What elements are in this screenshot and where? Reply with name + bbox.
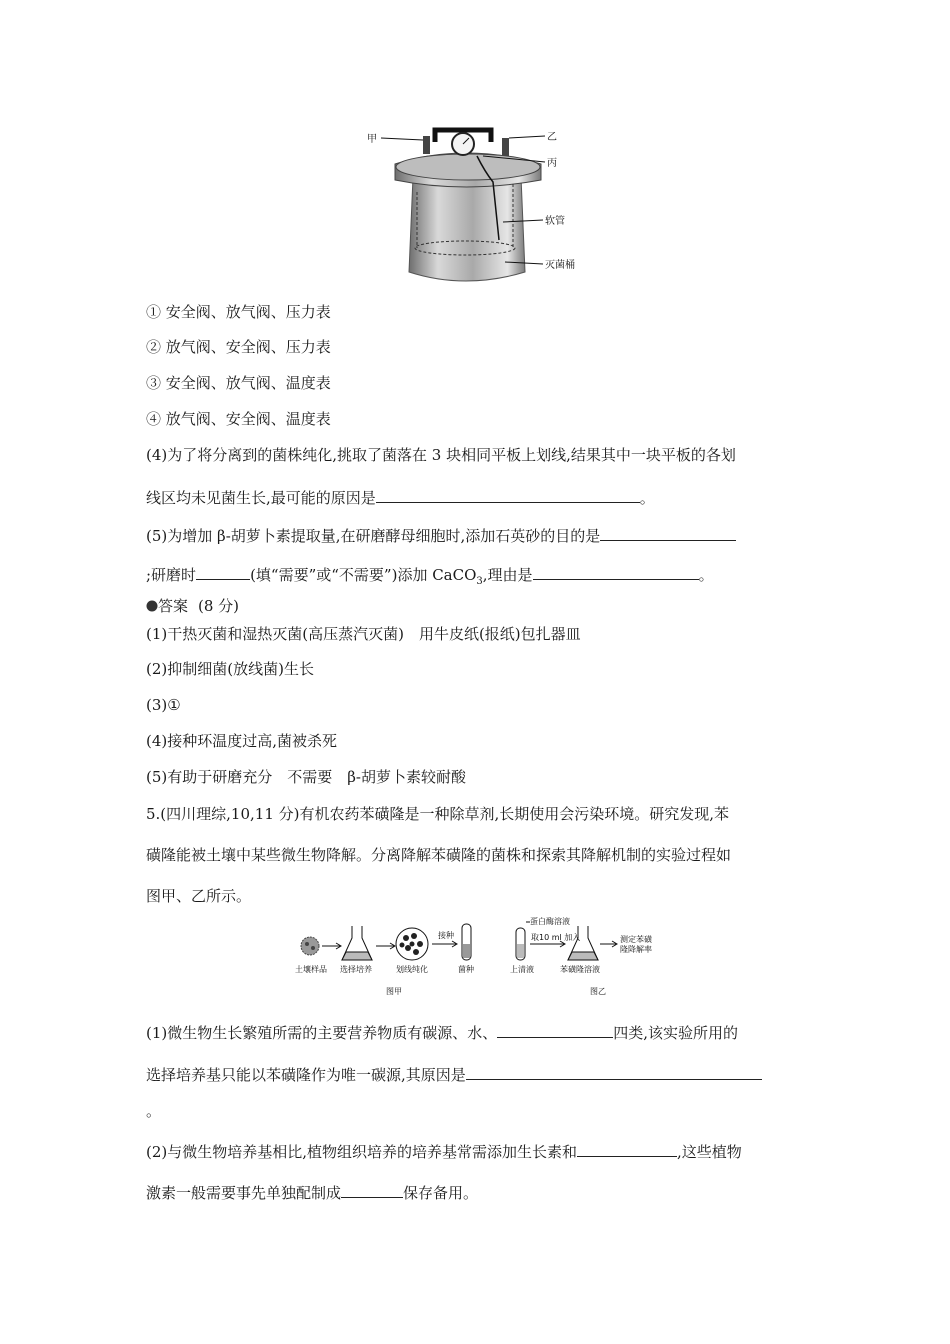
sub1-line1-a: (1)微生物生长繁殖所需的主要营养物质有碳源、水、 bbox=[146, 1024, 498, 1042]
sub2-line2-a: 激素一般需要事先单独配制成 bbox=[146, 1184, 342, 1202]
sub2-line1-b: ,这些植物 bbox=[677, 1143, 742, 1161]
q4-blank bbox=[376, 486, 640, 503]
answer-icon bbox=[146, 600, 158, 612]
answer-item-1: (1)干热灭菌和湿热灭菌(高压蒸汽灭菌) 用牛皮纸(报纸)包扎器皿 bbox=[146, 625, 581, 643]
sub1-line2 bbox=[146, 1063, 762, 1085]
fig-add10: 取10 ml 加入 bbox=[531, 933, 581, 942]
q4-line2 bbox=[146, 486, 655, 508]
sub2-blank-2 bbox=[341, 1181, 403, 1198]
fig-measure-1: 测定苯磺 bbox=[620, 935, 652, 944]
fig-caption-yi: 图乙 bbox=[590, 987, 606, 996]
answer-item-5: (5)有助于研磨充分 不需要 β-胡萝卜素较耐酸 bbox=[146, 768, 466, 786]
answer-score: (8 分) bbox=[198, 597, 240, 615]
problem5-line1: 5.(四川理综,10,11 分)有机农药苯磺隆是一种除草剂,长期使用会污染环境。研究发现,苯 bbox=[146, 805, 730, 823]
q5-line2-c: ,理由是 bbox=[482, 566, 533, 584]
q5-line2-end: 。 bbox=[698, 566, 714, 584]
answer-item-3: (3)① bbox=[146, 696, 181, 714]
q5-line2 bbox=[146, 563, 714, 592]
answer-title: 答案 bbox=[158, 597, 189, 615]
fig-measure-2: 隆降解率 bbox=[620, 945, 652, 954]
fig-select: 选择培养 bbox=[340, 965, 372, 974]
sub1-line2-text: 选择培养基只能以苯磺隆作为唯一碳源,其原因是 bbox=[146, 1066, 466, 1084]
label-yi: 乙 bbox=[547, 132, 557, 143]
q5-line1 bbox=[146, 524, 736, 546]
option-4: ④ 放气阀、安全阀、温度表 bbox=[146, 410, 331, 428]
label-bing: 丙 bbox=[547, 158, 557, 169]
problem5-line3: 图甲、乙所示。 bbox=[146, 887, 252, 905]
problem5-line2: 磺隆能被土壤中某些微生物降解。分离降解苯磺隆的菌株和探索其降解机制的实验过程如 bbox=[146, 846, 732, 864]
q5-line2-sub: 3 bbox=[476, 576, 483, 587]
sub2-blank-1 bbox=[577, 1140, 677, 1157]
fig-supernatant: 上清液 bbox=[510, 965, 534, 974]
fig-inoculate: 接种 bbox=[438, 931, 454, 940]
label-jia: 甲 bbox=[367, 134, 377, 145]
q4-line2-text: 线区均未见菌生长,最可能的原因是 bbox=[146, 489, 376, 507]
q5-line2-a: ;研磨时 bbox=[146, 566, 197, 584]
sub2-line2 bbox=[146, 1181, 478, 1203]
answer-header bbox=[146, 596, 239, 616]
sub1-line1-b: 四类,该实验所用的 bbox=[613, 1024, 739, 1042]
sub1-blank-1 bbox=[497, 1021, 613, 1038]
q5-line1-text: (5)为增加 β-胡萝卜素提取量,在研磨酵母细胞时,添加石英砂的目的是 bbox=[146, 527, 601, 545]
answer-item-2: (2)抑制细菌(放线菌)生长 bbox=[146, 660, 314, 678]
sub2-line2-b: 保存备用。 bbox=[403, 1184, 479, 1202]
fig-caption-jia: 图甲 bbox=[386, 987, 402, 996]
sub1-line3: 。 bbox=[146, 1102, 162, 1120]
label-bucket: 灭菌桶 bbox=[545, 260, 575, 271]
fig-streak: 划线纯化 bbox=[396, 965, 428, 974]
sub1-line1 bbox=[146, 1021, 738, 1043]
sub2-line1-a: (2)与微生物培养基相比,植物组织培养的培养基常需添加生长素和 bbox=[146, 1143, 578, 1161]
q4-line2-end: 。 bbox=[639, 489, 655, 507]
q5-blank-2 bbox=[196, 563, 250, 580]
fig-solution: 苯磺隆溶液 bbox=[560, 965, 600, 974]
sub2-line1 bbox=[146, 1140, 742, 1162]
experiment-figure bbox=[290, 914, 690, 1000]
q5-line2-b: (填“需要”或“不需要”)添加 CaCO bbox=[250, 566, 477, 584]
option-2: ② 放气阀、安全阀、压力表 bbox=[146, 338, 331, 356]
q5-blank-1 bbox=[600, 524, 736, 541]
fig-soil: 土壤样品 bbox=[295, 965, 327, 974]
q5-blank-3 bbox=[533, 563, 699, 580]
sub1-blank-2 bbox=[466, 1063, 762, 1080]
q4-line1: (4)为了将分离到的菌株纯化,挑取了菌落在 3 块相同平板上划线,结果其中一块平板的各划 bbox=[146, 446, 736, 464]
autoclave-figure bbox=[365, 122, 595, 284]
option-3: ③ 安全阀、放气阀、温度表 bbox=[146, 374, 331, 392]
option-1: ① 安全阀、放气阀、压力表 bbox=[146, 303, 331, 321]
answer-item-4: (4)接种环温度过高,菌被杀死 bbox=[146, 732, 338, 750]
fig-strain: 菌种 bbox=[458, 965, 474, 974]
fig-protease: 蛋白酶溶液 bbox=[530, 917, 570, 926]
label-hose: 软管 bbox=[545, 216, 565, 227]
